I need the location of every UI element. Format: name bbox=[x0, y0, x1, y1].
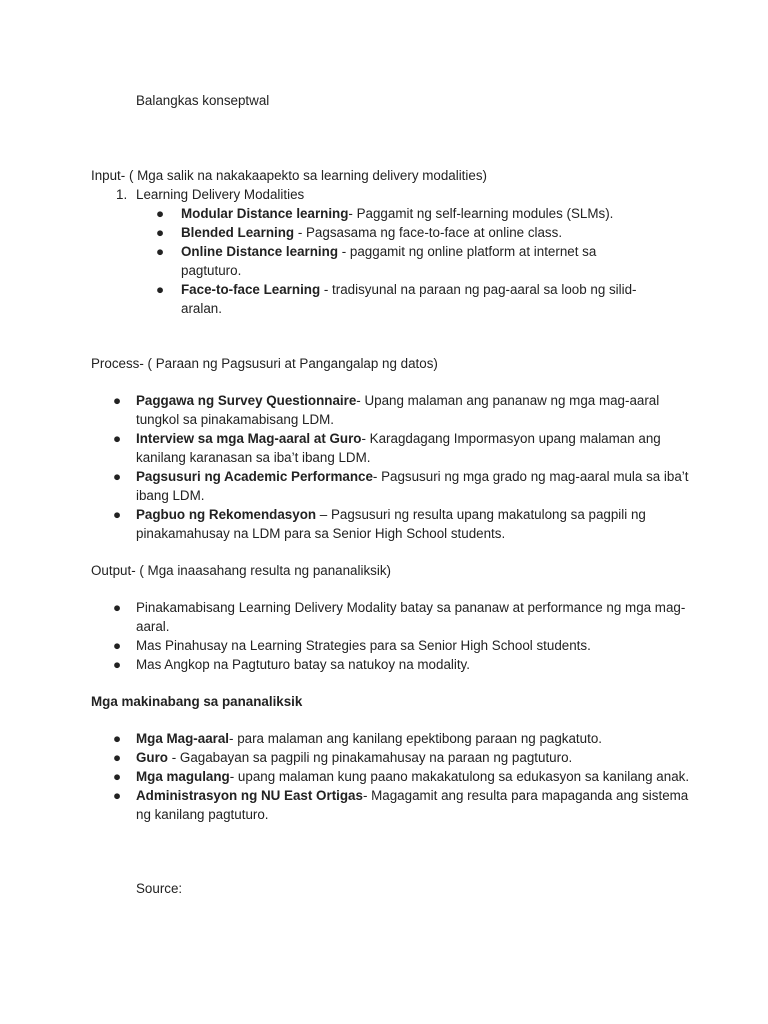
item-text: - Paggamit ng self-learning modules (SLMs). bbox=[348, 206, 614, 221]
list-item bbox=[113, 391, 693, 429]
list-item bbox=[156, 204, 676, 223]
item-text: Mas Angkop na Pagtuturo batay sa natukoy na modality. bbox=[136, 657, 470, 672]
bullet-icon: ● bbox=[113, 788, 122, 803]
item-text: - Upang malaman ang pananaw ng mga mag-aaral tungkol sa pinakamabisang LDM. bbox=[136, 393, 660, 427]
beneficiaries-list bbox=[113, 729, 693, 824]
item-bold: Administrasyon ng NU East Ortigas bbox=[136, 788, 363, 803]
output-list bbox=[113, 598, 693, 674]
bullet-icon: ● bbox=[113, 469, 122, 484]
list-item bbox=[156, 280, 659, 318]
list-number: 1. bbox=[116, 187, 128, 202]
item-text: Pinakamabisang Learning Delivery Modality batay sa pananaw at performance ng mga mag-aaral. bbox=[136, 600, 686, 634]
item-bold: Pagbuo ng Rekomendasyon bbox=[136, 507, 317, 522]
item-text: - paggamit ng online platform at internet sa pagtuturo. bbox=[181, 244, 597, 278]
item-bold: Modular Distance learning bbox=[181, 206, 349, 221]
input-heading: Input- ( Mga salik na nakakaapekto sa learning delivery modalities) bbox=[91, 168, 487, 183]
list-item bbox=[156, 223, 676, 242]
numbered-item-text: Learning Delivery Modalities bbox=[136, 187, 305, 202]
list-item bbox=[113, 505, 693, 543]
item-bold: Guro bbox=[136, 750, 168, 765]
list-item bbox=[113, 767, 693, 786]
item-text: - Magagamit ang resulta para mapaganda ang sistema ng kanilang pagtuturo. bbox=[136, 788, 689, 822]
beneficiaries-heading: Mga makinabang sa pananaliksik bbox=[91, 694, 303, 709]
list-item bbox=[113, 636, 693, 655]
bullet-icon: ● bbox=[113, 431, 122, 446]
list-item bbox=[113, 748, 693, 767]
bullet-icon: ● bbox=[113, 657, 122, 672]
process-list bbox=[113, 391, 693, 543]
process-heading: Process- ( Paraan ng Pagsusuri at Pangangalap ng datos) bbox=[91, 356, 438, 371]
bullet-icon: ● bbox=[113, 393, 122, 408]
bullet-icon: ● bbox=[113, 507, 122, 522]
list-item bbox=[113, 467, 693, 505]
item-bold: Paggawa ng Survey Questionnaire bbox=[136, 393, 357, 408]
numbered-item bbox=[116, 185, 305, 204]
source-label: Source: bbox=[136, 881, 183, 896]
item-bold: Interview sa mga Mag-aaral at Guro bbox=[136, 431, 362, 446]
list-item bbox=[113, 598, 693, 636]
item-text: - tradisyunal na paraan ng pag-aaral sa loob ng silid-aralan. bbox=[181, 282, 637, 316]
item-bold: Mga Mag-aaral bbox=[136, 731, 230, 746]
item-bold: Blended Learning bbox=[181, 225, 295, 240]
bullet-icon: ● bbox=[113, 750, 122, 765]
item-bold: Online Distance learning bbox=[181, 244, 339, 259]
bullet-icon: ● bbox=[113, 600, 122, 615]
item-bold: Mga magulang bbox=[136, 769, 230, 784]
item-text: – Pagsusuri ng resulta upang makatulong sa pagpili ng pinakamahusay na LDM para sa Senior High School students. bbox=[136, 507, 646, 541]
item-text: - para malaman ang kanilang epektibong paraan ng pagkatuto. bbox=[229, 731, 602, 746]
list-item bbox=[113, 786, 693, 824]
list-item bbox=[156, 242, 611, 280]
bullet-icon: ● bbox=[113, 769, 122, 784]
bullet-icon: ● bbox=[156, 282, 165, 297]
item-bold: Pagsusuri ng Academic Performance bbox=[136, 469, 373, 484]
bullet-icon: ● bbox=[113, 731, 122, 746]
bullet-icon: ● bbox=[156, 225, 165, 240]
list-item bbox=[113, 655, 693, 674]
item-text: - Gagabayan sa pagpili ng pinakamahusay na paraan ng pagtuturo. bbox=[168, 750, 573, 765]
bullet-icon: ● bbox=[113, 638, 122, 653]
document-title: Balangkas konseptwal bbox=[136, 93, 270, 108]
item-bold: Face-to-face Learning bbox=[181, 282, 321, 297]
item-text: - Pagsusuri ng mga grado ng mag-aaral mula sa iba’t ibang LDM. bbox=[136, 469, 689, 503]
list-item bbox=[113, 429, 693, 467]
item-text: Mas Pinahusay na Learning Strategies para sa Senior High School students. bbox=[136, 638, 591, 653]
item-text: - upang malaman kung paano makakatulong sa edukasyon sa kanilang anak. bbox=[229, 769, 690, 784]
bullet-icon: ● bbox=[156, 244, 165, 259]
output-heading: Output- ( Mga inaasahang resulta ng pananaliksik) bbox=[91, 563, 391, 578]
item-text: - Karagdagang Impormasyon upang malaman ang kanilang karanasan sa iba’t ibang LDM. bbox=[136, 431, 661, 465]
bullet-icon: ● bbox=[156, 206, 165, 221]
list-item bbox=[113, 729, 693, 748]
item-text: - Pagsasama ng face-to-face at online class. bbox=[294, 225, 563, 240]
delivery-modalities-list bbox=[156, 204, 676, 318]
